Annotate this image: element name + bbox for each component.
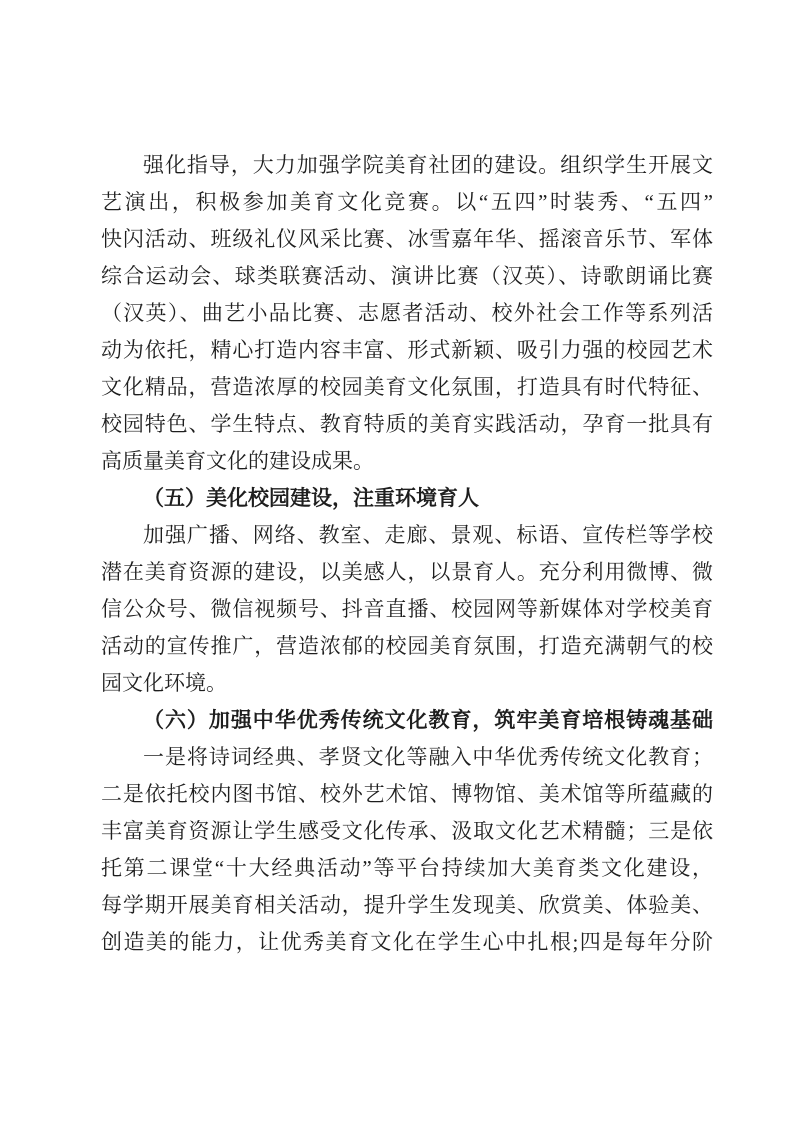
paragraph-line: 信公众号、微信视频号、抖音直播、校园网等新媒体对学校美育: [101, 597, 713, 621]
paragraph-line: 园文化环境。: [101, 671, 227, 695]
paragraph-line: 强化指导，大力加强学院美育社团的建设。组织学生开展文: [143, 153, 713, 177]
section-heading-6: （六）加强中华优秀传统文化教育，筑牢美育培根铸魂基础: [143, 708, 713, 732]
paragraph-line: 创造美的能力，让优秀美育文化在学生心中扎根;四是每年分阶: [101, 930, 713, 954]
paragraph-line: 一是将诗词经典、孝贤文化等融入中华优秀传统文化教育；: [143, 745, 713, 769]
section-heading-5: （五）美化校园建设，注重环境育人: [143, 486, 479, 510]
paragraph-line: 活动的宣传推广，营造浓郁的校园美育氛围，打造充满朝气的校: [101, 634, 713, 658]
paragraph-line: 动为依托，精心打造内容丰富、形式新颖、吸引力强的校园艺术: [101, 338, 713, 362]
paragraph-line: 校园特色、学生特点、教育特质的美育实践活动，孕育一批具有: [101, 412, 713, 436]
paragraph-line: 丰富美育资源让学生感受文化传承、汲取文化艺术精髓；三是依: [101, 819, 713, 843]
paragraph-line: （汉英）、曲艺小品比赛、志愿者活动、校外社会工作等系列活: [101, 301, 713, 325]
paragraph-line: 快闪活动、班级礼仪风采比赛、冰雪嘉年华、摇滚音乐节、军体: [101, 227, 713, 251]
paragraph-line: 文化精品，营造浓厚的校园美育文化氛围，打造具有时代特征、: [101, 375, 713, 399]
paragraph-line: 二是依托校内图书馆、校外艺术馆、博物馆、美术馆等所蕴藏的: [101, 782, 713, 806]
paragraph-line: 艺演出，积极参加美育文化竞赛。以“五四”时装秀、“五四”: [101, 190, 713, 214]
paragraph-line: 托第二课堂“十大经典活动”等平台持续加大美育类文化建设，: [101, 856, 713, 880]
paragraph-line: 潜在美育资源的建设，以美感人，以景育人。充分利用微博、微: [101, 560, 713, 584]
document-text-block: [101, 147, 713, 961]
paragraph-line: 综合运动会、球类联赛活动、演讲比赛（汉英）、诗歌朗诵比赛: [101, 264, 713, 288]
paragraph-line: 高质量美育文化的建设成果。: [101, 449, 374, 473]
paragraph-line: 每学期开展美育相关活动，提升学生发现美、欣赏美、体验美、: [101, 893, 713, 917]
paragraph-line: 加强广播、网络、教室、走廊、景观、标语、宣传栏等学校: [143, 523, 713, 547]
